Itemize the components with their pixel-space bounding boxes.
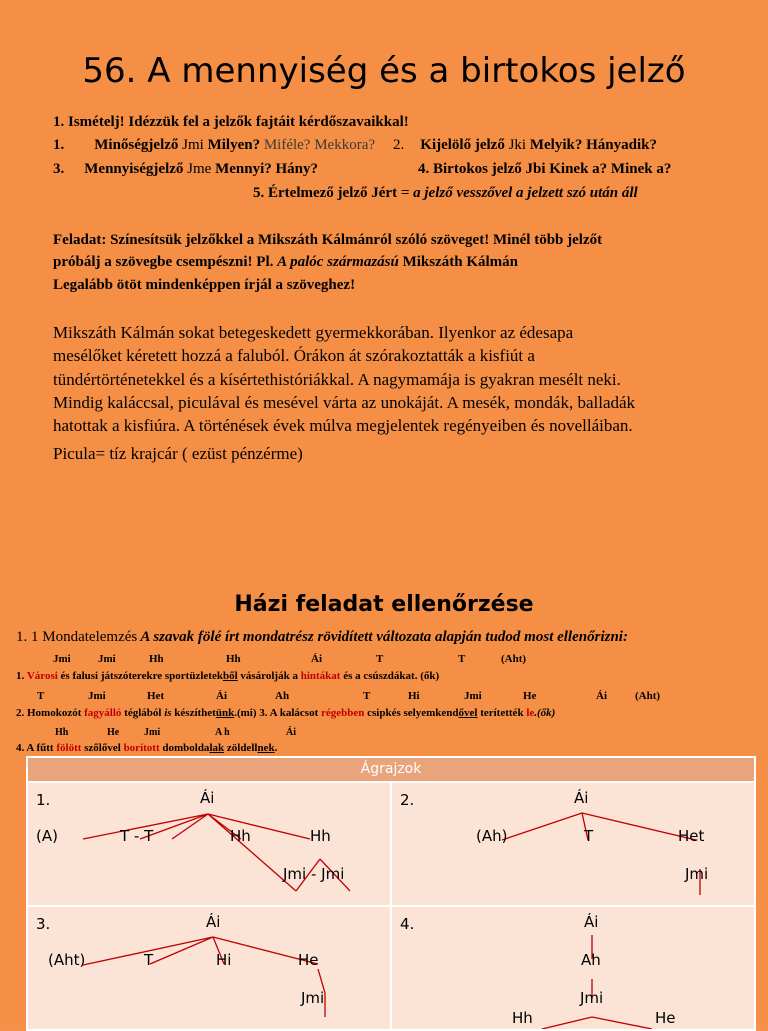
sentence-part: ővel bbox=[458, 707, 478, 719]
minosegjelzo-label: Minőségjelző bbox=[94, 137, 179, 153]
parse-label: Ah bbox=[275, 690, 290, 702]
sentence-part: szőlővel bbox=[81, 742, 124, 754]
tree-branch bbox=[542, 1017, 592, 1029]
parse-label: Hi bbox=[408, 690, 420, 702]
sentence-part: ből bbox=[222, 670, 238, 682]
tree-node: Hh bbox=[310, 827, 331, 845]
feladat-line-2 bbox=[53, 253, 518, 272]
table-header: Ágrajzok bbox=[27, 757, 755, 782]
parse-label: Jmi bbox=[98, 653, 116, 665]
tree-node: Jmi bbox=[580, 989, 604, 1007]
tree-node: (Ah) bbox=[476, 827, 508, 845]
agrajzok-table bbox=[26, 756, 756, 1031]
sentence-part: .(ők) bbox=[534, 707, 556, 719]
feladat-example-italic: A palóc származású bbox=[277, 254, 399, 270]
row1-num1: 1. bbox=[53, 137, 65, 153]
sentence-part: Városi bbox=[26, 670, 58, 682]
task-desc: A szavak fölé írt mondatrész rövidített változata alapján tudod most ellenőrizni: bbox=[137, 629, 628, 645]
story-line: mesélőket kéretett hozzá a faluból. Órákon át szórakoztatták a kisfiút a bbox=[53, 346, 535, 365]
tree-number: 4. bbox=[400, 915, 415, 933]
parse-label: Ái bbox=[286, 727, 296, 738]
feladat-line-2-text: próbálj a szövegbe csempészni! Pl. bbox=[53, 254, 278, 270]
sentence-part: lak bbox=[209, 742, 225, 754]
tree-node: Het bbox=[678, 827, 705, 845]
feladat-line-3: Legalább ötöt mindenképpen írjál a szöveghez! bbox=[53, 277, 356, 293]
tree-branch bbox=[208, 814, 310, 839]
ertelmezo-rule: = a jelző vesszővel a jelzett szó után áll bbox=[397, 185, 638, 201]
slide-hazi-feladat bbox=[0, 570, 768, 1027]
parse-label: Jmi bbox=[88, 690, 106, 702]
sentence-part: fölött bbox=[56, 742, 82, 754]
sentence-part: is bbox=[164, 707, 172, 719]
tree-node: T - T bbox=[120, 827, 154, 845]
parse-label: A h bbox=[215, 727, 230, 738]
sentence-part: . bbox=[274, 742, 278, 754]
tree-number: 2. bbox=[400, 791, 415, 809]
tree-cell-2 bbox=[391, 782, 755, 906]
sentence-part: vásárolják a bbox=[237, 670, 301, 682]
story-line: tündértörténetekkel és a kísértethistóriákkal. A nagymamája is gyakran mesélt neki. bbox=[53, 370, 621, 389]
sentence-part: és a csúszdákat. (ők) bbox=[340, 670, 440, 682]
story-line: Mikszáth Kálmán sokat betegeskedett gyermekkorában. Ilyenkor az édesapa bbox=[53, 323, 574, 342]
minosegjelzo-questions: Milyen? bbox=[203, 137, 261, 153]
row2-num3: 3. bbox=[53, 161, 65, 177]
parse-label: Het bbox=[147, 690, 165, 702]
parse-label: He bbox=[107, 727, 120, 738]
task-num: 1. 1 Mondatelemzés bbox=[16, 629, 138, 645]
parse-label: Hh bbox=[149, 653, 164, 665]
tree-node: Hh bbox=[512, 1009, 533, 1027]
tree-node: Jmi - Jmi bbox=[283, 865, 345, 883]
tree-number: 1. bbox=[36, 791, 51, 809]
parse-label: Hh bbox=[226, 653, 241, 665]
sentence-part: zöldell bbox=[224, 742, 258, 754]
tree-node: He bbox=[655, 1009, 676, 1027]
sentence-part: borított bbox=[123, 742, 160, 754]
sentence-4 bbox=[16, 741, 277, 755]
tree-node: Ái bbox=[200, 789, 215, 807]
tree-node: (Aht) bbox=[48, 951, 86, 969]
task-intro: 1. Ismételj! Idézzük fel a jelzők fajtáit kérdőszavaikkal! bbox=[53, 114, 409, 130]
sentence-part: téglából bbox=[121, 707, 165, 719]
minosegjelzo-questions-extra: Miféle? Mekkora? bbox=[260, 137, 376, 153]
tree-node: Hh bbox=[230, 827, 251, 845]
sentence-part: terítették bbox=[477, 707, 527, 719]
tree-cell-1 bbox=[27, 782, 391, 906]
tree-node: Ái bbox=[574, 789, 589, 807]
sentence-part: csipkés selyemkend bbox=[364, 707, 459, 719]
parse-label: Jmi bbox=[144, 727, 161, 738]
kijelolo-questions: Melyik? Hányadik? bbox=[526, 137, 657, 153]
birtokos-jelzo: 4. Birtokos jelző Jbi Kinek a? Minek a? bbox=[418, 161, 672, 177]
feladat-line-1: Feladat: Színesítsük jelzőkkel a Mikszáth Kálmánról szóló szöveget! Minél több jelzőt bbox=[53, 232, 603, 248]
parse-label: Ái bbox=[311, 653, 322, 665]
parse-label: T bbox=[376, 653, 384, 665]
sentence-part: 1. bbox=[16, 670, 27, 682]
story-line: Mindig kaláccsal, piculával és mesével várta az unokáját. A mesék, mondák, balladák bbox=[53, 393, 636, 412]
sentence-part: .(mi) 3. A kalácsot bbox=[234, 707, 321, 719]
sentence-part: le bbox=[526, 707, 535, 719]
mondatelemzes-task bbox=[16, 628, 628, 647]
sentence-part: és falusi játszóterekre sportüzletek bbox=[57, 670, 223, 682]
tree-node: Jmi bbox=[301, 989, 325, 1007]
tree-node: T bbox=[584, 827, 594, 845]
parse-label: He bbox=[523, 690, 537, 702]
story-line: hatottak a kisfiúra. A történések évek múlva megjelentek regényeiben és novelláiban. bbox=[53, 416, 633, 435]
sentence-part: fagyálló bbox=[84, 707, 122, 719]
page-title: 56. A mennyiség és a birtokos jelző bbox=[82, 51, 686, 91]
parse-label: (Aht) bbox=[635, 690, 661, 702]
sentence-part: dombolda bbox=[159, 742, 210, 754]
sentence-2-3 bbox=[16, 706, 555, 720]
kijelolo-label: Kijelölő jelző bbox=[420, 137, 505, 153]
kijelolo-abbr: Jki bbox=[504, 137, 527, 153]
parse-label: (Aht) bbox=[501, 653, 527, 665]
parse-label: T bbox=[363, 690, 371, 702]
row1-num2: 2. bbox=[393, 137, 405, 153]
parse-label: Ái bbox=[216, 690, 227, 702]
tree-4-lines bbox=[392, 907, 754, 1029]
tree-node: Hi bbox=[216, 951, 232, 969]
tree-cell-3 bbox=[27, 906, 391, 1030]
mennyisegjelzo-label: Mennyiségjelző bbox=[84, 161, 184, 177]
sentence-part: 4. A fűtt bbox=[16, 742, 57, 754]
ertelmezo-jelzo: 5. Értelmező jelző Jért bbox=[253, 185, 398, 201]
tree-cell-4 bbox=[391, 906, 755, 1030]
tree-node: Jmi bbox=[685, 865, 709, 883]
tree-number: 3. bbox=[36, 915, 51, 933]
minosegjelzo-abbr: Jmi bbox=[178, 137, 204, 153]
tree-node: T bbox=[144, 951, 154, 969]
sentence-part: készíthet bbox=[171, 707, 216, 719]
hazi-heading: Házi feladat ellenőrzése bbox=[234, 592, 534, 617]
tree-branch bbox=[502, 813, 582, 840]
tree-node: Ah bbox=[581, 951, 601, 969]
feladat-example-name: Mikszáth Kálmán bbox=[398, 254, 519, 270]
jelzo-row-2 bbox=[53, 160, 318, 179]
picula-note: Picula= tíz krajcár ( ezüst pénzérme) bbox=[53, 444, 303, 463]
sentence-part: régebben bbox=[320, 707, 365, 719]
parse-label: Jmi bbox=[53, 653, 71, 665]
parse-label: T bbox=[458, 653, 466, 665]
tree-node: (A) bbox=[36, 827, 58, 845]
sentence-1 bbox=[16, 669, 439, 683]
tree-node: Ái bbox=[584, 913, 599, 931]
mennyisegjelzo-abbr: Jme bbox=[183, 161, 212, 177]
tree-branch bbox=[150, 937, 213, 964]
sentence-part: nek bbox=[257, 742, 275, 754]
parse-label: Ái bbox=[596, 690, 607, 702]
sentence-part: hintákat bbox=[300, 670, 341, 682]
tree-branch bbox=[592, 1017, 652, 1029]
mennyisegjelzo-questions: Mennyi? Hány? bbox=[211, 161, 318, 177]
tree-node: He bbox=[298, 951, 319, 969]
jelzo-row-1 bbox=[53, 136, 657, 155]
parse-label: Hh bbox=[55, 727, 69, 738]
sentence-part: ünk bbox=[215, 707, 235, 719]
parse-label: T bbox=[37, 690, 45, 702]
tree-node: Ái bbox=[206, 913, 221, 931]
parse-label: Jmi bbox=[464, 690, 482, 702]
jelzo-row-3 bbox=[253, 184, 638, 203]
sentence-part: 2. Homokozót bbox=[16, 707, 85, 719]
